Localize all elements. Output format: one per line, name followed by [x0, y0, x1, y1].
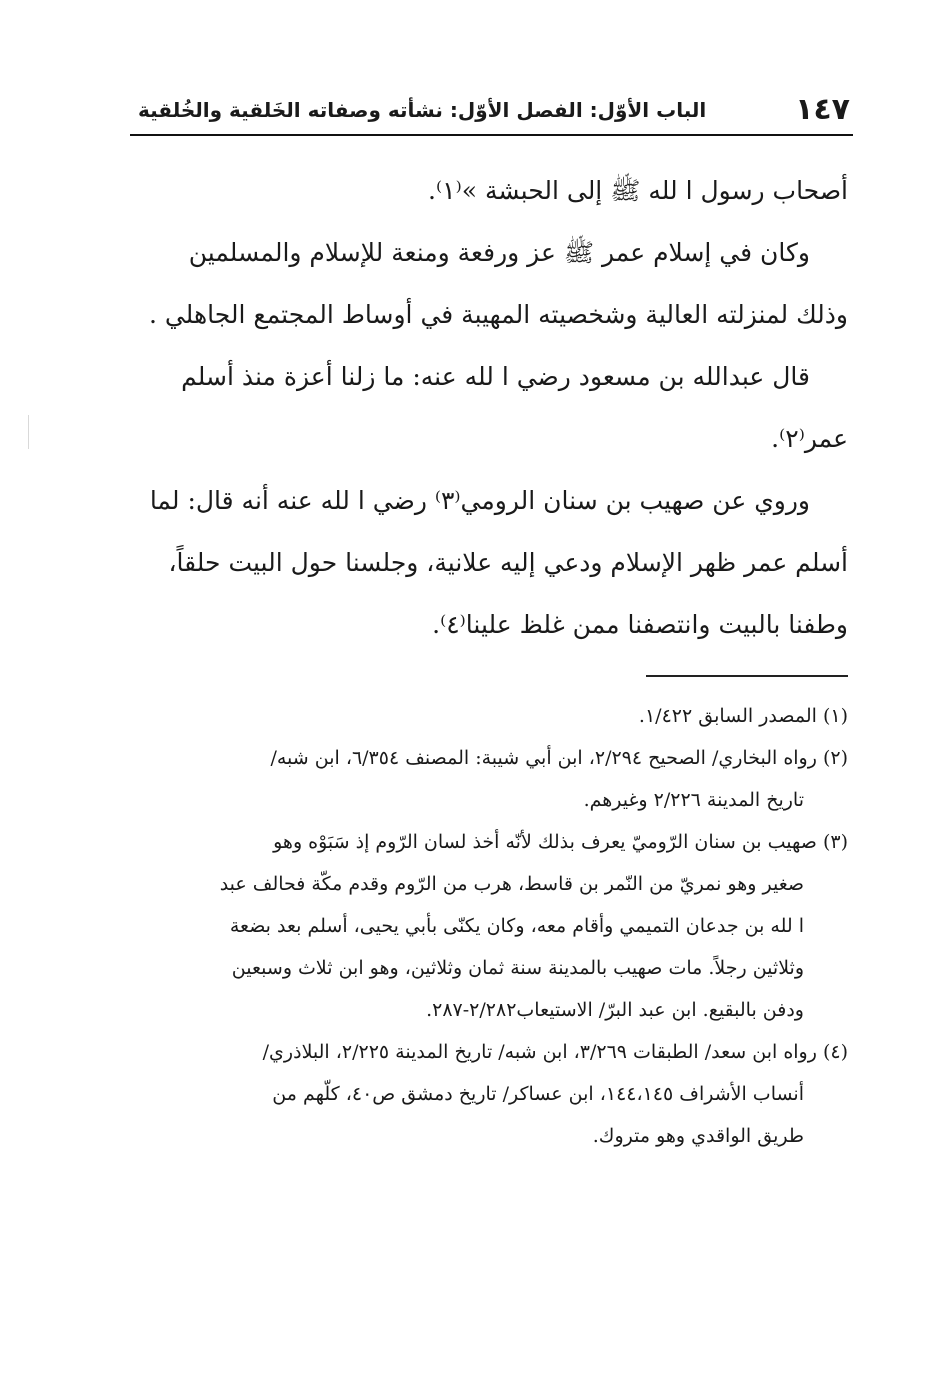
- footnote-separator: [646, 675, 848, 677]
- footnote-line: ودفن بالبقيع. ابن عبد البرّ/ الاستيعاب٢/٢٨٢-٢٨٧.: [426, 999, 804, 1021]
- text-line: وذلك لمنزلته العالية وشخصيته المهيبة في أوساط المجتمع الجاهلي .: [148, 300, 848, 329]
- page-header: [130, 88, 850, 132]
- text-line: أسلم عمر ظهر الإسلام ودعي إليه علانية، وجلسنا حول البيت حلقاً،: [168, 548, 848, 577]
- text-line: عمر⁽٢⁾.: [771, 424, 848, 453]
- text-line: وكان في إسلام عمر ﷺ عز ورفعة ومنعة للإسلام والمسلمين: [188, 238, 810, 267]
- footnote-line: (١) المصدر السابق ١/٤٢٢.: [638, 705, 848, 727]
- main-text: [130, 160, 848, 656]
- footnote-2: [130, 737, 848, 821]
- footnotes: [130, 695, 848, 1157]
- footnote-line: صغير وهو نمريّ من النّمر بن قاسط، هرب من الرّوم وقدم مكّة فحالف عبد: [219, 873, 804, 895]
- footnote-1: [130, 695, 848, 737]
- text-line: أصحاب رسول ا لله ﷺ إلى الحبشة »⁽١⁾.: [428, 176, 848, 205]
- running-title: الباب الأوّل: الفصل الأوّل: نشأته وصفاته الخَلقية والخُلقية: [138, 98, 707, 122]
- footnote-line: (٣) صهيب بن سنان الرّوميّ يعرف بذلك لأنّه أخذ لسان الرّوم إذ سَبَوْه وهو: [273, 831, 848, 853]
- footnote-line: وثلاثين رجلاً. مات صهيب بالمدينة سنة ثمان وثلاثين، وهو ابن ثلاث وسبعين: [231, 957, 804, 979]
- margin-mark: [28, 415, 29, 449]
- footnote-4: [130, 1031, 848, 1157]
- header-rule: [130, 134, 853, 136]
- footnote-line: (٢) رواه البخاري/ الصحيح ٢/٢٩٤، ابن أبي شيبة: المصنف ٦/٣٥٤، ابن شبه/: [270, 747, 848, 769]
- footnote-line: تاريخ المدينة ٢/٢٢٦ وغيرهم.: [583, 789, 804, 811]
- text-line: قال عبدالله بن مسعود رضي ا لله عنه: ما زلنا أعزة منذ أسلم: [181, 362, 810, 391]
- footnote-line: أنساب الأشراف ١٤٤،١٤٥، ابن عساكر/ تاريخ دمشق ص٤٠، كلّهم من: [272, 1083, 804, 1105]
- footnote-line: ا لله بن جدعان التميمي وأقام معه، وكان يكنّى بأبي يحيى، أسلم بعد بضعة: [229, 915, 804, 937]
- footnote-line: (٤) رواه ابن سعد/ الطبقات ٣/٢٦٩، ابن شبه/ تاريخ المدينة ٢/٢٢٥، البلاذري/: [262, 1041, 848, 1063]
- text-line: وروي عن صهيب بن سنان الرومي⁽٣⁾ رضي ا لله عنه أنه قال: لما: [149, 486, 810, 515]
- footnote-3: [130, 821, 848, 1031]
- page-number: ١٤٧: [795, 92, 850, 127]
- footnote-line: طريق الواقدي وهو متروك.: [592, 1125, 804, 1147]
- text-line: وطفنا بالبيت وانتصفنا ممن غلظ علينا⁽٤⁾.: [432, 610, 848, 639]
